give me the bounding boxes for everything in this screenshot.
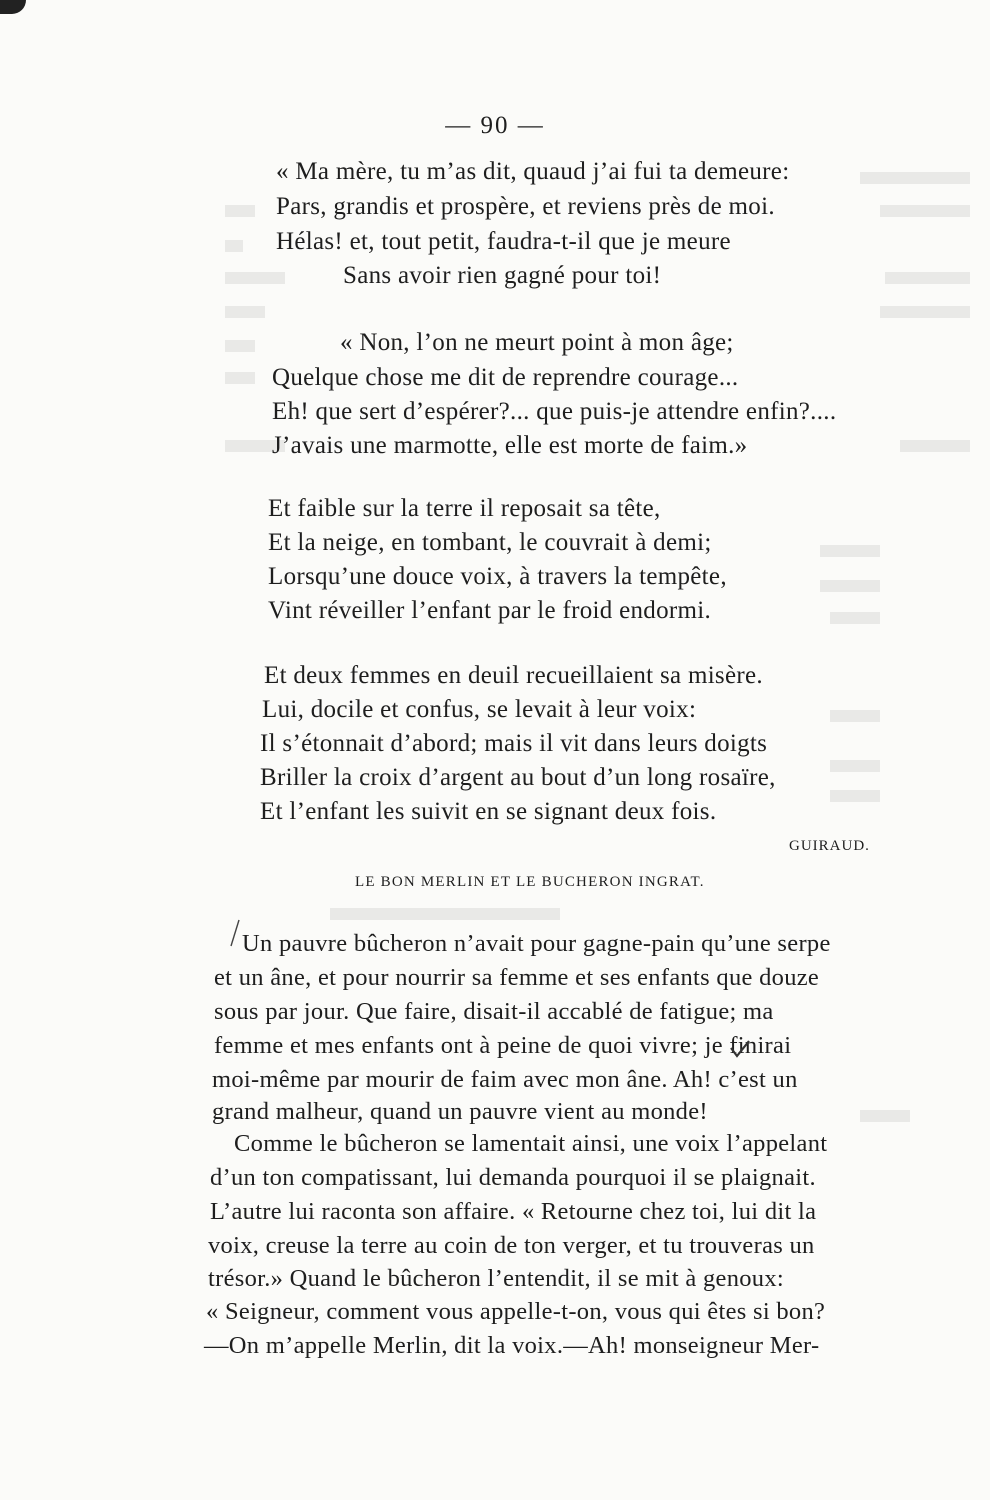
- story-line: trésor.» Quand le bûcheron l’entendit, il se mit à genoux:: [208, 1265, 784, 1292]
- story-line: d’un ton compatissant, lui demanda pourquoi il se plaignait.: [210, 1164, 816, 1191]
- poem-line: Lui, docile et confus, se levait à leur voix:: [262, 696, 697, 723]
- story-line: « Seigneur, comment vous appelle-t-on, vous qui êtes si bon?: [206, 1298, 826, 1325]
- story-line: L’autre lui raconta son affaire. « Retourne chez toi, lui dit la: [210, 1198, 817, 1225]
- story-line: Un pauvre bûcheron n’avait pour gagne-pain qu’une serpe: [242, 930, 831, 957]
- poem-line: « Ma mère, tu m’as dit, quaud j’ai fui ta demeure:: [276, 158, 790, 185]
- poem-line: Vint réveiller l’enfant par le froid endormi.: [268, 597, 712, 624]
- poem-line: J’avais une marmotte, elle est morte de faim.»: [272, 432, 748, 459]
- story-line: Comme le bûcheron se lamentait ainsi, une voix l’appelant: [234, 1130, 828, 1157]
- story-line: et un âne, et pour nourrir sa femme et ses enfants que douze: [214, 964, 820, 991]
- pencil-mark-icon: [228, 918, 242, 948]
- poem-author: GUIRAUD.: [789, 838, 870, 854]
- check-mark-icon: [727, 1038, 767, 1060]
- story-line: —On m’appelle Merlin, dit la voix.—Ah! monseigneur Mer-: [204, 1332, 820, 1359]
- story-line: moi-même par mourir de faim avec mon âne. Ah! c’est un: [212, 1066, 798, 1093]
- page-number: — 90 —: [445, 112, 545, 139]
- poem-line: Et l’enfant les suivit en se signant deux fois.: [260, 798, 717, 825]
- story-line: sous par jour. Que faire, disait-il accablé de fatigue; ma: [214, 998, 774, 1025]
- poem-line: Lorsqu’une douce voix, à travers la tempête,: [268, 563, 727, 590]
- poem-line: Hélas! et, tout petit, faudra-t-il que je meure: [276, 228, 731, 255]
- poem-line: Sans avoir rien gagné pour toi!: [343, 262, 662, 289]
- poem-line: Quelque chose me dit de reprendre courage...: [272, 364, 739, 391]
- story-title: LE BON MERLIN ET LE BUCHERON INGRAT.: [355, 874, 705, 890]
- story-line: femme et mes enfants ont à peine de quoi vivre; je finirai: [214, 1032, 792, 1059]
- poem-line: Et faible sur la terre il reposait sa tête,: [268, 495, 661, 522]
- ink-blot: [0, 0, 26, 14]
- poem-line: Il s’étonnait d’abord; mais il vit dans leurs doigts: [260, 730, 768, 757]
- poem-line: Eh! que sert d’espérer?... que puis-je attendre enfin?....: [272, 398, 837, 425]
- poem-line: Briller la croix d’argent au bout d’un long rosaïre,: [260, 764, 776, 791]
- poem-line: Et deux femmes en deuil recueillaient sa misère.: [264, 662, 763, 689]
- poem-line: « Non, l’on ne meurt point à mon âge;: [340, 329, 734, 356]
- poem-line: Et la neige, en tombant, le couvrait à demi;: [268, 529, 712, 556]
- poem-line: Pars, grandis et prospère, et reviens près de moi.: [276, 193, 775, 220]
- story-line: grand malheur, quand un pauvre vient au monde!: [212, 1098, 708, 1125]
- story-line: voix, creuse la terre au coin de ton verger, et tu trouveras un: [208, 1232, 815, 1259]
